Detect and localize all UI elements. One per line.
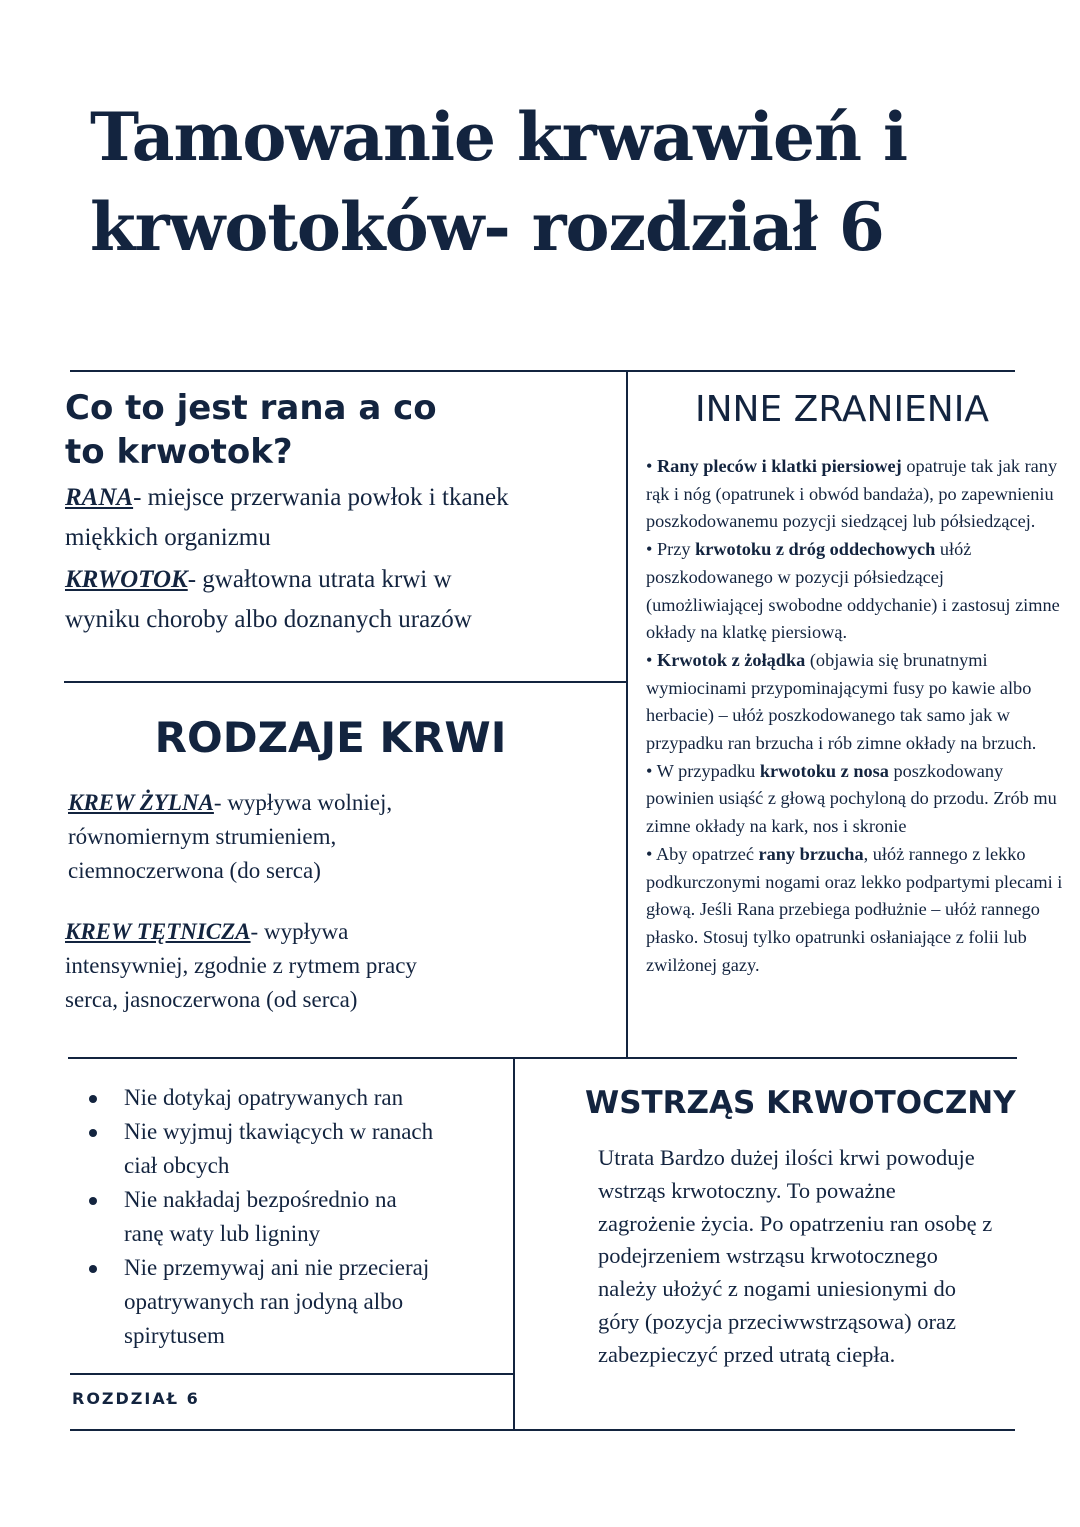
item-post: ułóż poszkodowanego w pozycji półsiedzącej (umożliwiającej swobodne oddychanie) i zastosuj zimne okłady na klatkę piersiową. [646, 539, 1060, 643]
item-bold: krwotoku z nosa [759, 760, 889, 781]
bullet-icon: • [646, 760, 657, 781]
inne-zranienia-item [646, 536, 1066, 647]
inne-zranienia-item [646, 647, 1066, 758]
rule-item: Nie nakładaj bezpośrednio na ranę waty lub ligniny [104, 1183, 434, 1251]
rule-item: Nie dotykaj opatrywanych ran [104, 1081, 434, 1115]
divider-top [70, 370, 1015, 372]
bullet-icon: • [646, 539, 657, 560]
krwotok-term: KRWOTOK [65, 566, 188, 593]
rodzaje-krwi-heading: RODZAJE KRWI [154, 713, 507, 762]
inne-zranienia-list [646, 453, 1066, 979]
title-line-1: Tamowanie krwawień i [90, 98, 908, 176]
item-post: poszkodowany powinien usiąść z głową pochyloną do przodu. Zrób mu zimne okłady na kark, nos i skronie [646, 760, 1057, 837]
item-bold: krwotoku z dróg oddechowych [695, 539, 936, 560]
item-pre: Aby opatrzeć [655, 843, 759, 864]
rule-item: Nie przemywaj ani nie przecieraj opatrywanych ran jodyną albo spirytusem [104, 1251, 434, 1353]
item-pre: Przy [656, 539, 696, 560]
krew-tetnicza-def: - wypływa intensywniej, zgodnie z rytmem pracy serca, jasnoczerwona (od serca) [65, 919, 417, 1012]
divider-middle [68, 1057, 1017, 1059]
inne-zranienia-item [646, 841, 1066, 980]
bullet-icon: • [646, 843, 656, 864]
rana-def: - miejsce przerwania powłok i tkanek miękkich organizmu [65, 484, 509, 551]
krew-zylna-term: KREW ŻYLNA [68, 790, 214, 815]
inne-zranienia-item [646, 758, 1066, 841]
rules-list [104, 1081, 434, 1353]
item-bold: rany brzucha [758, 843, 864, 864]
wstrzas-heading: WSTRZĄS KRWOTOCZNY [585, 1085, 1016, 1121]
inne-zranienia-heading: INNE ZRANIENIA [695, 389, 989, 430]
rana-heading: Co to jest rana a co to krwotok? [65, 388, 437, 472]
page-title [90, 92, 907, 272]
item-bold: Krwotok z żołądka [656, 649, 806, 670]
footer-label: ROZDZIAŁ 6 [72, 1389, 200, 1408]
krew-zylna-def: - wypływa wolniej, równomiernym strumieniem, ciemnoczerwona (do serca) [68, 790, 393, 883]
item-post: (objawia się brunatnymi wymiocinami przypominającymi fusy po kawie albo herbacie) – ułóż poszkodowanego tak samo jak w przypadku ran brzucha i rób zimne okłady na brzuch. [646, 649, 1037, 754]
item-pre: W przypadku [656, 760, 760, 781]
bullet-icon: • [646, 456, 657, 476]
rana-section [65, 386, 585, 640]
title-line-2: krwotoków- rozdział 6 [90, 188, 884, 266]
item-post: , ułóż rannego z lekko podkurczonymi nogami oraz lekko podpartymi plecami i głową. Jeśli Rana przebiega podłużnie – ułóż rannego płasko. Stosuj tylko opatrunki osłaniające z folii lub zwilżonej gazy. [646, 843, 1063, 975]
divider-bottom [70, 1429, 1015, 1431]
krwotok-definition [65, 560, 525, 640]
rana-definition [65, 478, 585, 558]
krew-tetnicza [65, 915, 465, 1017]
inne-zranienia-item [646, 453, 1066, 536]
krew-tetnicza-term: KREW TĘTNICZA [65, 919, 251, 944]
divider-footer [70, 1373, 514, 1375]
rules-section [104, 1081, 434, 1353]
wstrzas-text: Utrata Bardzo dużej ilości krwi powoduje wstrząs krwotoczny. To poważne zagrożenie życia. Po opatrzeniu ran osobę z podejrzeniem wstrząsu krwotocznego należy ułożyć z nogami uniesionymi do góry (pozycja przeciwwstrząsowa) oraz zabezpieczyć przed utratą ciepła. [598, 1145, 993, 1367]
divider-left-middle [64, 681, 627, 683]
rule-item: Nie wyjmuj tkawiących w ranach ciał obcych [104, 1115, 434, 1183]
krew-zylna [68, 786, 448, 888]
item-post: opatruje tak jak rany rąk i nóg (opatrunek i obwód bandaża), po zapewnieniu poszkodowanemu pozycji siedzącej lub półsiedzącej. [646, 456, 1058, 532]
rana-term: RANA [65, 484, 134, 511]
krwotok-def: - gwałtowna utrata krwi w wyniku choroby albo doznanych urazów [65, 566, 472, 633]
bullet-icon: • [646, 649, 657, 670]
divider-vertical-upper [626, 371, 628, 1059]
item-bold: Rany pleców i klatki piersiowej [656, 456, 902, 476]
